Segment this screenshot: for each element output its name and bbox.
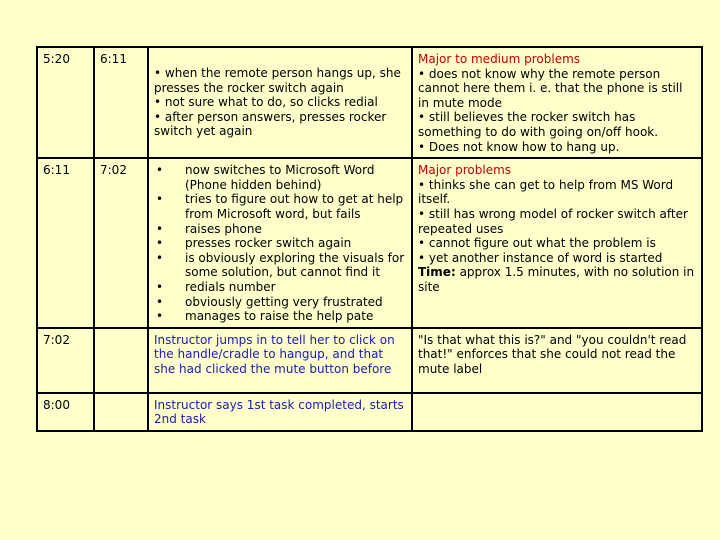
action-text-cell: Instructor says 1st task completed, starts 2nd task [148, 393, 412, 431]
note-line: • cannot figure out what the problem is [418, 236, 656, 251]
notes-title: Major to medium problems [418, 52, 581, 66]
list-item: • obviously getting very frustrated [154, 295, 406, 310]
note-line: • still believes the rocker switch has something to do with going on/off hook. [418, 110, 659, 139]
end-time-cell: 7:02 [94, 158, 148, 328]
table-row [37, 328, 702, 393]
note-line: • does not know why the remote person cannot here them i. e. that the phone is still in mute mode [418, 66, 683, 110]
time-label: Time: [418, 265, 456, 280]
note-line: • Does not know how to hang up. [418, 139, 620, 154]
end-time-cell [94, 393, 148, 431]
action-line: • not sure what to do, so clicks redial [154, 95, 378, 110]
list-item: • is obviously exploring the visuals for some solution, but cannot find it [154, 251, 406, 280]
list-item: • raises phone [154, 222, 406, 237]
note-text-cell [412, 393, 702, 431]
actions-cell [148, 47, 412, 158]
start-time-cell: 8:00 [37, 393, 94, 431]
table-row [37, 393, 702, 431]
time-value: approx 1.5 minutes, with no solution in site [418, 265, 695, 294]
time-estimate [418, 265, 696, 294]
end-time-cell [94, 328, 148, 393]
action-line: • when the remote person hangs up, she presses the rocker switch again [154, 66, 401, 95]
notes-title: Major problems [418, 163, 512, 178]
note-line: • yet another instance of word is started [418, 250, 663, 265]
action-line: • after person answers, presses rocker switch yet again [154, 109, 387, 139]
notes-cell [412, 158, 702, 328]
note-text-cell: "Is that what this is?" and "you couldn't read that!" enforces that she could not read the mute label [412, 328, 702, 393]
notes-cell [412, 47, 702, 158]
start-time-cell: 6:11 [37, 158, 94, 328]
actions-cell [148, 158, 412, 328]
action-text-cell: Instructor jumps in to tell her to click on the handle/cradle to hangup, and that she had clicked the mute button before [148, 328, 412, 393]
observation-log-table [36, 46, 703, 432]
end-time-cell: 6:11 [94, 47, 148, 158]
list-item: • redials number [154, 280, 406, 295]
table-row [37, 47, 702, 158]
start-time-cell: 7:02 [37, 328, 94, 393]
start-time-cell: 5:20 [37, 47, 94, 158]
list-item: • tries to figure out how to get at help from Microsoft word, but fails [154, 192, 406, 221]
actions-list [154, 163, 406, 324]
list-item: • presses rocker switch again [154, 236, 406, 251]
table-row [37, 158, 702, 328]
list-item: • manages to raise the help pate [154, 309, 406, 324]
note-line: • thinks she can get to help from MS Word itself. [418, 177, 674, 207]
list-item: • now switches to Microsoft Word (Phone hidden behind) [154, 163, 406, 192]
note-line: • still has wrong model of rocker switch after repeated uses [418, 206, 688, 236]
